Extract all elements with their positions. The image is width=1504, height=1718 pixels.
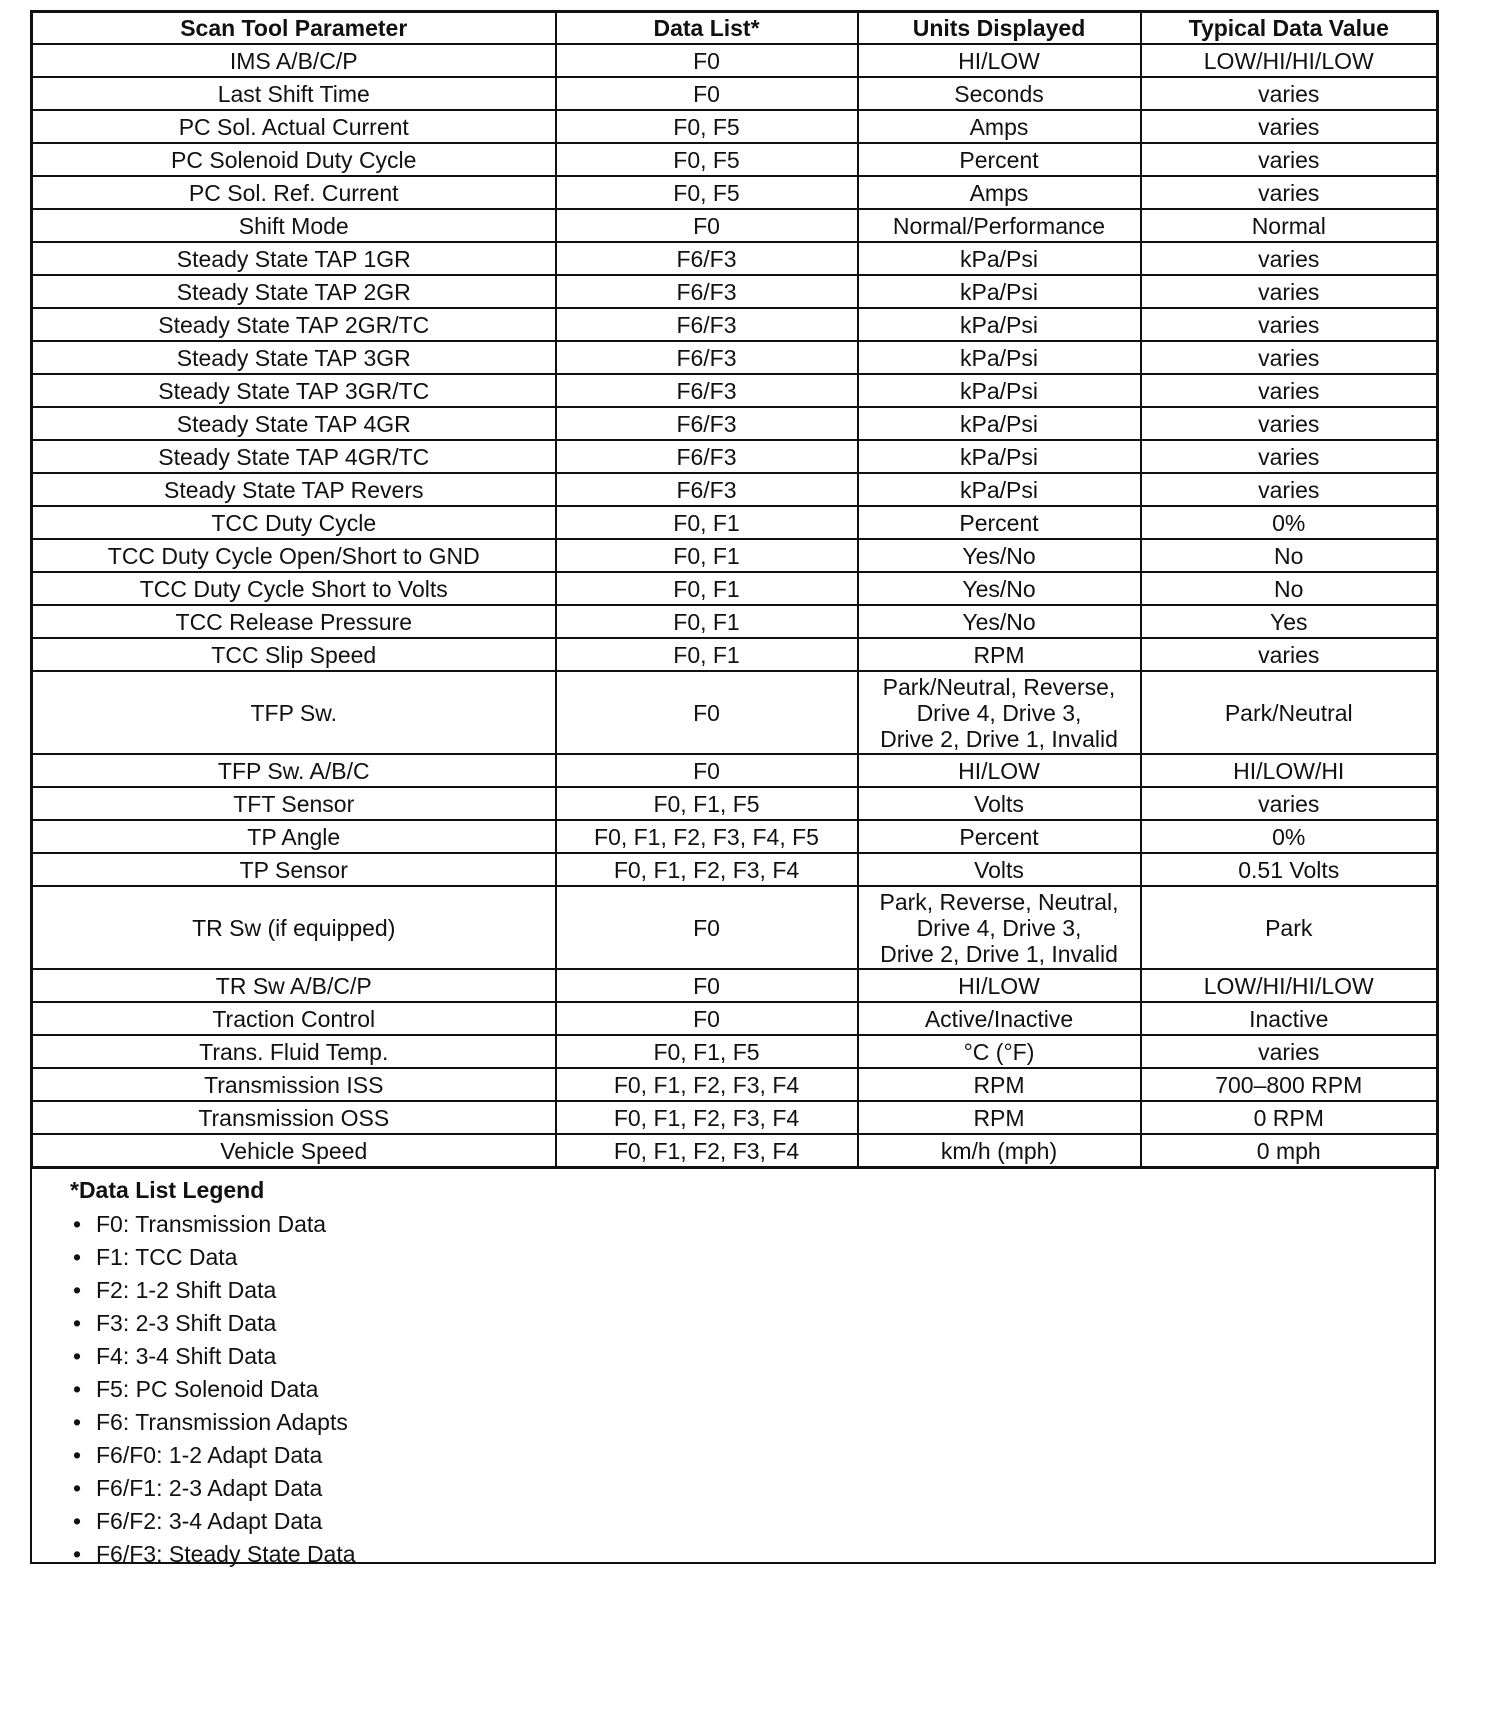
cell-typical-data-value: Park — [1141, 886, 1438, 969]
cell-typical-data-value: 0 mph — [1141, 1134, 1438, 1168]
cell-typical-data-value: HI/LOW/HI — [1141, 754, 1438, 787]
legend-item — [70, 1472, 1434, 1505]
table-row — [32, 671, 1438, 754]
cell-typical-data-value: varies — [1141, 638, 1438, 671]
cell-data-list: F0, F1 — [556, 539, 858, 572]
table-row — [32, 143, 1438, 176]
cell-typical-data-value: varies — [1141, 308, 1438, 341]
table-row — [32, 341, 1438, 374]
bullet-icon: • — [72, 1343, 82, 1369]
cell-units-displayed — [858, 1068, 1141, 1101]
cell-units-displayed — [858, 143, 1141, 176]
cell-scan-tool-parameter: TCC Slip Speed — [32, 638, 556, 671]
cell-typical-data-value: varies — [1141, 473, 1438, 506]
units-line: kPa/Psi — [960, 344, 1038, 371]
legend-item-text: F2: 1-2 Shift Data — [96, 1277, 277, 1303]
units-line: Drive 2, Drive 1, Invalid — [880, 940, 1118, 967]
units-line: Park, Reverse, Neutral, — [879, 888, 1119, 915]
cell-typical-data-value: 0 RPM — [1141, 1101, 1438, 1134]
cell-data-list: F0 — [556, 671, 858, 754]
cell-data-list: F0, F1, F5 — [556, 787, 858, 820]
units-line: HI/LOW — [958, 47, 1040, 74]
cell-data-list: F0, F5 — [556, 143, 858, 176]
cell-units-displayed — [858, 754, 1141, 787]
bullet-icon: • — [72, 1376, 82, 1402]
cell-scan-tool-parameter: Vehicle Speed — [32, 1134, 556, 1168]
cell-data-list: F0 — [556, 1002, 858, 1035]
cell-scan-tool-parameter: Steady State TAP Revers — [32, 473, 556, 506]
units-line: Drive 2, Drive 1, Invalid — [880, 725, 1118, 752]
table-row — [32, 506, 1438, 539]
units-line: RPM — [973, 641, 1025, 668]
cell-scan-tool-parameter: Transmission OSS — [32, 1101, 556, 1134]
cell-scan-tool-parameter: PC Solenoid Duty Cycle — [32, 143, 556, 176]
units-line: Yes/No — [962, 542, 1036, 569]
table-row — [32, 209, 1438, 242]
units-line: Drive 4, Drive 3, — [916, 699, 1082, 726]
bullet-icon: • — [72, 1442, 82, 1468]
cell-data-list: F6/F3 — [556, 308, 858, 341]
cell-typical-data-value: 0% — [1141, 506, 1438, 539]
cell-units-displayed — [858, 77, 1141, 110]
legend-item — [70, 1538, 1434, 1571]
cell-data-list: F0, F1, F2, F3, F4 — [556, 853, 858, 886]
units-line: HI/LOW — [958, 972, 1040, 999]
cell-data-list: F0, F1 — [556, 605, 858, 638]
cell-data-list: F6/F3 — [556, 341, 858, 374]
cell-data-list: F0, F1 — [556, 638, 858, 671]
units-line: Yes/No — [962, 575, 1036, 602]
table-row — [32, 242, 1438, 275]
units-line: Percent — [959, 146, 1039, 173]
cell-units-displayed — [858, 605, 1141, 638]
cell-typical-data-value: varies — [1141, 176, 1438, 209]
units-line: kPa/Psi — [960, 377, 1038, 404]
cell-typical-data-value: No — [1141, 572, 1438, 605]
cell-units-displayed — [858, 886, 1141, 969]
cell-data-list: F0 — [556, 44, 858, 77]
units-line: Amps — [969, 113, 1029, 140]
table-row — [32, 407, 1438, 440]
cell-typical-data-value: varies — [1141, 407, 1438, 440]
cell-typical-data-value: varies — [1141, 341, 1438, 374]
bullet-icon: • — [72, 1211, 82, 1237]
cell-scan-tool-parameter: TP Angle — [32, 820, 556, 853]
table-row — [32, 754, 1438, 787]
cell-scan-tool-parameter: Steady State TAP 2GR — [32, 275, 556, 308]
cell-data-list: F0, F1 — [556, 506, 858, 539]
header-data-list: Data List* — [556, 12, 858, 45]
cell-data-list: F0 — [556, 77, 858, 110]
bullet-icon: • — [72, 1409, 82, 1435]
units-line: kPa/Psi — [960, 410, 1038, 437]
cell-units-displayed — [858, 969, 1141, 1002]
cell-scan-tool-parameter: TFT Sensor — [32, 787, 556, 820]
table-row — [32, 539, 1438, 572]
cell-typical-data-value: 0% — [1141, 820, 1438, 853]
units-line: Percent — [959, 823, 1039, 850]
units-line: kPa/Psi — [960, 443, 1038, 470]
cell-data-list: F6/F3 — [556, 374, 858, 407]
cell-units-displayed — [858, 440, 1141, 473]
legend-item-text: F3: 2-3 Shift Data — [96, 1310, 277, 1336]
cell-units-displayed — [858, 1002, 1141, 1035]
cell-units-displayed — [858, 341, 1141, 374]
cell-typical-data-value: 0.51 Volts — [1141, 853, 1438, 886]
table-row — [32, 77, 1438, 110]
cell-units-displayed — [858, 176, 1141, 209]
legend-item — [70, 1340, 1434, 1373]
cell-units-displayed — [858, 308, 1141, 341]
table-row — [32, 1101, 1438, 1134]
units-line: RPM — [973, 1104, 1025, 1131]
cell-data-list: F0 — [556, 886, 858, 969]
table-row — [32, 853, 1438, 886]
table-row — [32, 638, 1438, 671]
cell-typical-data-value: varies — [1141, 374, 1438, 407]
cell-scan-tool-parameter: PC Sol. Ref. Current — [32, 176, 556, 209]
cell-scan-tool-parameter: Steady State TAP 4GR/TC — [32, 440, 556, 473]
units-line: kPa/Psi — [960, 311, 1038, 338]
units-line: kPa/Psi — [960, 278, 1038, 305]
units-line: Active/Inactive — [924, 1005, 1074, 1032]
cell-data-list: F6/F3 — [556, 473, 858, 506]
legend-item-text: F6/F1: 2-3 Adapt Data — [96, 1475, 323, 1501]
cell-units-displayed — [858, 787, 1141, 820]
header-units-displayed: Units Displayed — [858, 12, 1141, 45]
cell-units-displayed — [858, 242, 1141, 275]
cell-scan-tool-parameter: Steady State TAP 4GR — [32, 407, 556, 440]
table-row — [32, 176, 1438, 209]
bullet-icon: • — [72, 1475, 82, 1501]
table-row — [32, 1035, 1438, 1068]
cell-data-list: F6/F3 — [556, 242, 858, 275]
cell-typical-data-value: LOW/HI/HI/LOW — [1141, 44, 1438, 77]
cell-typical-data-value: No — [1141, 539, 1438, 572]
table-row — [32, 886, 1438, 969]
units-line: kPa/Psi — [960, 245, 1038, 272]
table-body — [32, 44, 1438, 1168]
cell-scan-tool-parameter: TCC Duty Cycle Open/Short to GND — [32, 539, 556, 572]
cell-data-list: F0, F1, F5 — [556, 1035, 858, 1068]
cell-scan-tool-parameter: TP Sensor — [32, 853, 556, 886]
cell-typical-data-value: LOW/HI/HI/LOW — [1141, 969, 1438, 1002]
cell-typical-data-value: varies — [1141, 143, 1438, 176]
cell-scan-tool-parameter: TCC Duty Cycle Short to Volts — [32, 572, 556, 605]
table-row — [32, 1068, 1438, 1101]
cell-scan-tool-parameter: TCC Duty Cycle — [32, 506, 556, 539]
legend-item-text: F6/F0: 1-2 Adapt Data — [96, 1442, 323, 1468]
legend-item-text: F6/F3: Steady State Data — [96, 1541, 356, 1567]
legend-item — [70, 1406, 1434, 1439]
table-row — [32, 820, 1438, 853]
cell-typical-data-value: varies — [1141, 275, 1438, 308]
legend-item-text: F4: 3-4 Shift Data — [96, 1343, 277, 1369]
cell-data-list: F0, F1 — [556, 572, 858, 605]
cell-scan-tool-parameter: TR Sw A/B/C/P — [32, 969, 556, 1002]
cell-units-displayed — [858, 1101, 1141, 1134]
table-row — [32, 572, 1438, 605]
units-line: Volts — [974, 790, 1024, 817]
cell-typical-data-value: varies — [1141, 440, 1438, 473]
table-header-row — [32, 12, 1438, 45]
cell-units-displayed — [858, 853, 1141, 886]
legend-title: *Data List Legend — [70, 1177, 265, 1203]
cell-data-list: F0 — [556, 969, 858, 1002]
cell-scan-tool-parameter: TFP Sw. — [32, 671, 556, 754]
legend-item-text: F6/F2: 3-4 Adapt Data — [96, 1508, 323, 1534]
cell-scan-tool-parameter: Steady State TAP 1GR — [32, 242, 556, 275]
cell-typical-data-value: varies — [1141, 242, 1438, 275]
units-line: km/h (mph) — [940, 1137, 1058, 1164]
cell-units-displayed — [858, 473, 1141, 506]
bullet-icon: • — [72, 1277, 82, 1303]
cell-units-displayed — [858, 1035, 1141, 1068]
cell-units-displayed — [858, 820, 1141, 853]
units-line: Amps — [969, 179, 1029, 206]
cell-typical-data-value: varies — [1141, 1035, 1438, 1068]
bullet-icon: • — [72, 1244, 82, 1270]
cell-data-list: F0, F1, F2, F3, F4 — [556, 1068, 858, 1101]
legend-item — [70, 1373, 1434, 1406]
cell-data-list: F0, F1, F2, F3, F4, F5 — [556, 820, 858, 853]
cell-data-list: F0, F1, F2, F3, F4 — [556, 1134, 858, 1168]
legend-item-text: F1: TCC Data — [96, 1244, 238, 1270]
bullet-icon: • — [72, 1541, 82, 1567]
cell-typical-data-value: 700–800 RPM — [1141, 1068, 1438, 1101]
cell-units-displayed — [858, 1134, 1141, 1168]
cell-typical-data-value: varies — [1141, 77, 1438, 110]
data-list-legend — [30, 1169, 1436, 1567]
cell-typical-data-value: varies — [1141, 787, 1438, 820]
table-row — [32, 308, 1438, 341]
table-row — [32, 275, 1438, 308]
legend-item-text: F6: Transmission Adapts — [96, 1409, 348, 1435]
units-line: Normal/Performance — [892, 212, 1106, 239]
cell-data-list: F0, F5 — [556, 176, 858, 209]
table-row — [32, 440, 1438, 473]
cell-scan-tool-parameter: TCC Release Pressure — [32, 605, 556, 638]
cell-units-displayed — [858, 407, 1141, 440]
table-row — [32, 787, 1438, 820]
cell-data-list: F6/F3 — [556, 440, 858, 473]
cell-scan-tool-parameter: Shift Mode — [32, 209, 556, 242]
units-line: °C (°F) — [963, 1038, 1035, 1065]
legend-list — [70, 1208, 1434, 1571]
cell-data-list: F6/F3 — [556, 275, 858, 308]
cell-scan-tool-parameter: Transmission ISS — [32, 1068, 556, 1101]
units-line: HI/LOW — [958, 757, 1040, 784]
cell-scan-tool-parameter: IMS A/B/C/P — [32, 44, 556, 77]
scan-tool-data-sheet — [30, 10, 1436, 1567]
legend-item — [70, 1274, 1434, 1307]
cell-typical-data-value: Park/Neutral — [1141, 671, 1438, 754]
cell-data-list: F0 — [556, 209, 858, 242]
cell-scan-tool-parameter: Last Shift Time — [32, 77, 556, 110]
legend-item — [70, 1208, 1434, 1241]
legend-item — [70, 1505, 1434, 1538]
legend-item-text: F0: Transmission Data — [96, 1211, 327, 1237]
cell-scan-tool-parameter: Steady State TAP 3GR/TC — [32, 374, 556, 407]
legend-item — [70, 1439, 1434, 1472]
bullet-icon: • — [72, 1508, 82, 1534]
table-row — [32, 605, 1438, 638]
table-row — [32, 374, 1438, 407]
units-line: Seconds — [954, 80, 1044, 107]
cell-data-list: F0 — [556, 754, 858, 787]
cell-scan-tool-parameter: PC Sol. Actual Current — [32, 110, 556, 143]
cell-typical-data-value: Normal — [1141, 209, 1438, 242]
legend-item-text: F5: PC Solenoid Data — [96, 1376, 319, 1402]
cell-units-displayed — [858, 209, 1141, 242]
cell-units-displayed — [858, 671, 1141, 754]
cell-typical-data-value: Inactive — [1141, 1002, 1438, 1035]
units-line: Yes/No — [962, 608, 1036, 635]
cell-scan-tool-parameter: Traction Control — [32, 1002, 556, 1035]
cell-scan-tool-parameter: Steady State TAP 2GR/TC — [32, 308, 556, 341]
units-line: Park/Neutral, Reverse, — [882, 673, 1116, 700]
units-line: Volts — [974, 856, 1024, 883]
cell-scan-tool-parameter: Steady State TAP 3GR — [32, 341, 556, 374]
table-row — [32, 110, 1438, 143]
cell-scan-tool-parameter: TR Sw (if equipped) — [32, 886, 556, 969]
scan-tool-data-table — [30, 10, 1439, 1169]
cell-units-displayed — [858, 44, 1141, 77]
table-row — [32, 969, 1438, 1002]
cell-units-displayed — [858, 539, 1141, 572]
table-row — [32, 1134, 1438, 1168]
legend-item — [70, 1307, 1434, 1340]
units-line: kPa/Psi — [960, 476, 1038, 503]
header-scan-tool-parameter: Scan Tool Parameter — [32, 12, 556, 45]
bullet-icon: • — [72, 1310, 82, 1336]
cell-units-displayed — [858, 572, 1141, 605]
table-row — [32, 1002, 1438, 1035]
cell-units-displayed — [858, 110, 1141, 143]
cell-scan-tool-parameter: TFP Sw. A/B/C — [32, 754, 556, 787]
units-line: Percent — [959, 509, 1039, 536]
units-line: RPM — [973, 1071, 1025, 1098]
legend-item — [70, 1241, 1434, 1274]
cell-units-displayed — [858, 506, 1141, 539]
cell-data-list: F6/F3 — [556, 407, 858, 440]
table-row — [32, 473, 1438, 506]
cell-units-displayed — [858, 374, 1141, 407]
cell-typical-data-value: varies — [1141, 110, 1438, 143]
cell-data-list: F0, F5 — [556, 110, 858, 143]
cell-scan-tool-parameter: Trans. Fluid Temp. — [32, 1035, 556, 1068]
table-row — [32, 44, 1438, 77]
header-typical-data-value: Typical Data Value — [1141, 12, 1438, 45]
units-line: Drive 4, Drive 3, — [916, 914, 1082, 941]
cell-units-displayed — [858, 638, 1141, 671]
cell-typical-data-value: Yes — [1141, 605, 1438, 638]
cell-units-displayed — [858, 275, 1141, 308]
cell-data-list: F0, F1, F2, F3, F4 — [556, 1101, 858, 1134]
